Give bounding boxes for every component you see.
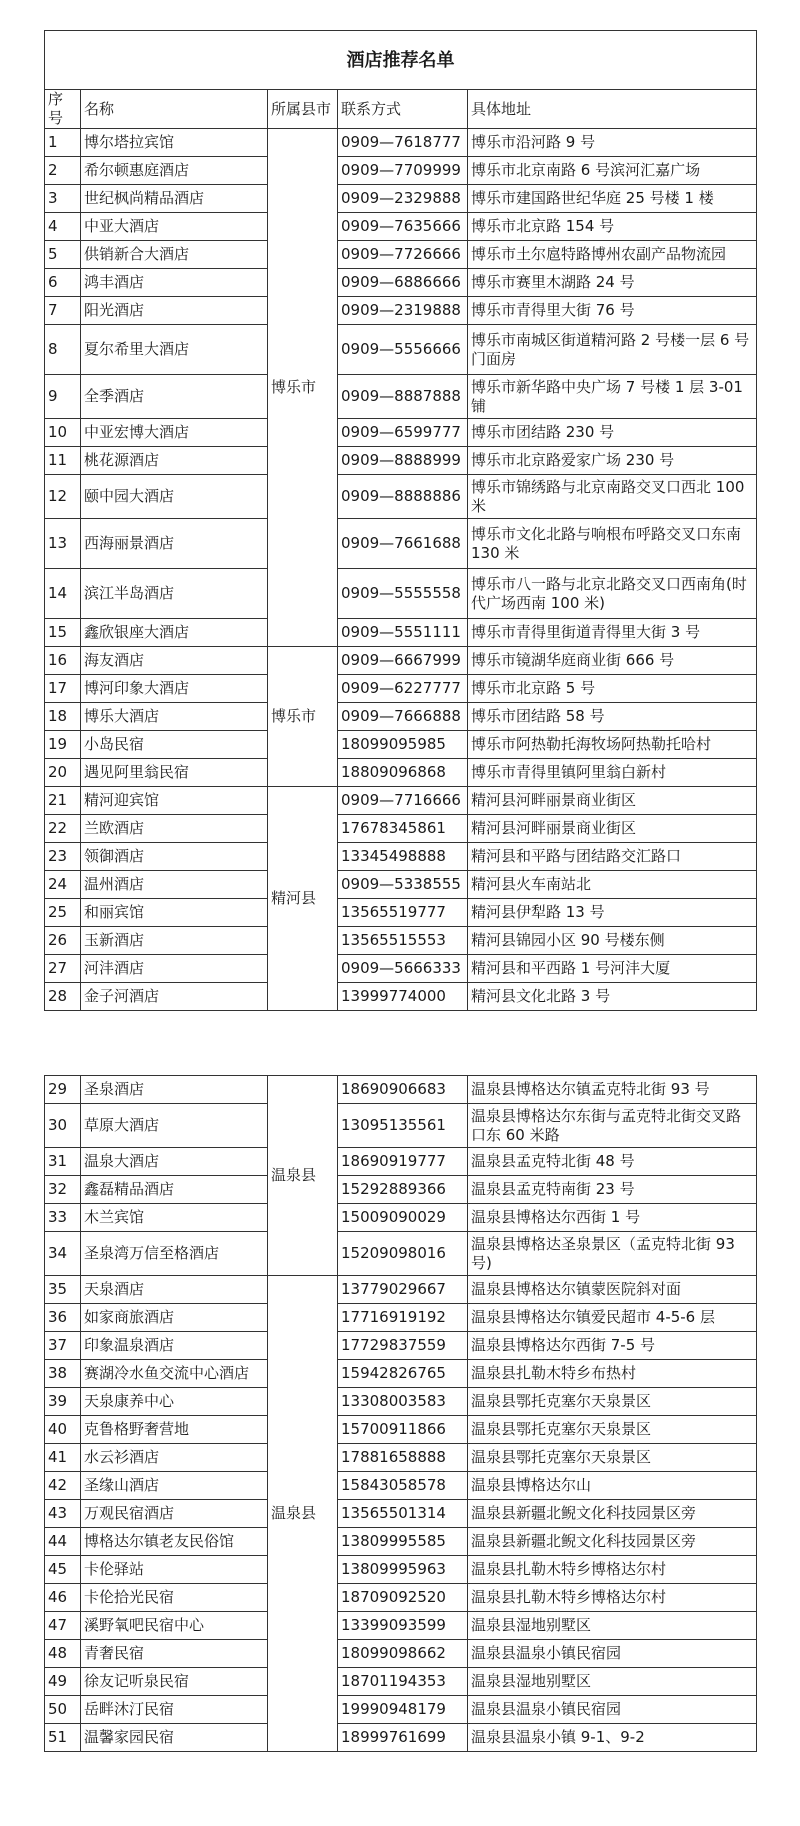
hotel-name: 玉新酒店 [81,927,268,955]
row-number: 43 [45,1500,81,1528]
hotel-name: 万观民宿酒店 [81,1500,268,1528]
phone-number: 13345498888 [338,843,468,871]
hotel-name: 赛湖冷水鱼交流中心酒店 [81,1360,268,1388]
phone-number: 18701194353 [338,1668,468,1696]
row-number: 5 [45,241,81,269]
hotel-name: 颐中园大酒店 [81,475,268,519]
phone-number: 15209098016 [338,1232,468,1276]
phone-number: 18709092520 [338,1584,468,1612]
hotel-address: 温泉县湿地别墅区 [468,1612,757,1640]
hotel-name: 博乐大酒店 [81,703,268,731]
table-row [45,375,757,419]
row-number: 47 [45,1612,81,1640]
phone-number: 17716919192 [338,1304,468,1332]
hotel-address: 温泉县孟克特南街 23 号 [468,1176,757,1204]
phone-number: 18809096868 [338,759,468,787]
hotel-address: 博乐市文化北路与响根布呼路交叉口东南 130 米 [468,519,757,569]
hotel-address: 博乐市南城区街道精河路 2 号楼一层 6 号门面房 [468,325,757,375]
hotel-address: 博乐市阿热勒托海牧场阿热勒托哈村 [468,731,757,759]
row-number: 51 [45,1724,81,1752]
phone-number: 17678345861 [338,815,468,843]
hotel-name: 印象温泉酒店 [81,1332,268,1360]
hotel-address: 精河县和平西路 1 号河沣大厦 [468,955,757,983]
hotel-address: 温泉县湿地别墅区 [468,1668,757,1696]
county-cell: 温泉县 [268,1076,338,1276]
row-number: 36 [45,1304,81,1332]
table-row [45,569,757,619]
hotel-address: 精河县文化北路 3 号 [468,983,757,1011]
table-row [45,447,757,475]
hotel-address: 博乐市赛里木湖路 24 号 [468,269,757,297]
table-row [45,475,757,519]
phone-number: 0909—6667999 [338,647,468,675]
table-row [45,1104,757,1148]
phone-number: 0909—8887888 [338,375,468,419]
hotel-address: 精河县火车南站北 [468,871,757,899]
hotel-name: 桃花源酒店 [81,447,268,475]
phone-number: 18999761699 [338,1724,468,1752]
table-row [45,1696,757,1724]
row-number: 9 [45,375,81,419]
table-row [45,1500,757,1528]
row-number: 50 [45,1696,81,1724]
hotel-name: 木兰宾馆 [81,1204,268,1232]
row-number: 34 [45,1232,81,1276]
hotel-name: 鸿丰酒店 [81,269,268,297]
phone-number: 18690919777 [338,1148,468,1176]
hotel-name: 卡伦驿站 [81,1556,268,1584]
header-no: 序号 [45,90,81,129]
table-row [45,1388,757,1416]
phone-number: 13779029667 [338,1276,468,1304]
phone-number: 0909—5338555 [338,871,468,899]
row-number: 44 [45,1528,81,1556]
hotel-name: 温馨家园民宿 [81,1724,268,1752]
hotel-name: 中亚大酒店 [81,213,268,241]
table-row [45,1416,757,1444]
row-number: 38 [45,1360,81,1388]
hotel-table-part-2 [44,1075,756,1752]
row-number: 45 [45,1556,81,1584]
hotel-name: 全季酒店 [81,375,268,419]
hotel-name: 温泉大酒店 [81,1148,268,1176]
row-number: 17 [45,675,81,703]
table-row [45,157,757,185]
phone-number: 13565519777 [338,899,468,927]
phone-number: 0909—8888999 [338,447,468,475]
row-number: 21 [45,787,81,815]
hotel-address: 温泉县新疆北鲵文化科技园景区旁 [468,1500,757,1528]
table-row [45,1076,757,1104]
hotel-name: 天泉酒店 [81,1276,268,1304]
table-row [45,519,757,569]
row-number: 37 [45,1332,81,1360]
phone-number: 15700911866 [338,1416,468,1444]
hotel-name: 圣泉湾万信至格酒店 [81,1232,268,1276]
hotel-address: 温泉县温泉小镇民宿园 [468,1696,757,1724]
hotel-name: 河沣酒店 [81,955,268,983]
row-number: 4 [45,213,81,241]
hotel-address: 博乐市团结路 58 号 [468,703,757,731]
hotel-address: 温泉县博格达尔镇孟克特北街 93 号 [468,1076,757,1104]
hotel-name: 精河迎宾馆 [81,787,268,815]
hotel-name: 徐友记听泉民宿 [81,1668,268,1696]
hotel-address: 温泉县扎勒木特乡布热村 [468,1360,757,1388]
hotel-address: 博乐市镜湖华庭商业街 666 号 [468,647,757,675]
row-number: 49 [45,1668,81,1696]
hotel-address: 博乐市青得里大街 76 号 [468,297,757,325]
hotel-address: 博乐市建国路世纪华庭 25 号楼 1 楼 [468,185,757,213]
hotel-name: 溪野氧吧民宿中心 [81,1612,268,1640]
row-number: 20 [45,759,81,787]
hotel-address: 温泉县温泉小镇民宿园 [468,1640,757,1668]
hotel-name: 阳光酒店 [81,297,268,325]
table-row [45,213,757,241]
county-cell: 精河县 [268,787,338,1011]
hotel-address: 博乐市北京路爱家广场 230 号 [468,447,757,475]
hotel-address: 温泉县博格达尔镇蒙医院斜对面 [468,1276,757,1304]
phone-number: 0909—7635666 [338,213,468,241]
phone-number: 15843058578 [338,1472,468,1500]
table-row [45,647,757,675]
hotel-name: 供销新合大酒店 [81,241,268,269]
table-row [45,731,757,759]
hotel-name: 中亚宏博大酒店 [81,419,268,447]
table-row [45,297,757,325]
hotel-address: 温泉县博格达尔东街与孟克特北街交叉路口东 60 米路 [468,1104,757,1148]
table-row [45,1204,757,1232]
table-row [45,787,757,815]
hotel-address: 温泉县鄂托克塞尔天泉景区 [468,1444,757,1472]
hotel-address: 精河县河畔丽景商业街区 [468,815,757,843]
table-row [45,899,757,927]
hotel-name: 兰欧酒店 [81,815,268,843]
row-number: 30 [45,1104,81,1148]
table-row [45,955,757,983]
hotel-address: 温泉县温泉小镇 9-1、9-2 [468,1724,757,1752]
table-row [45,1724,757,1752]
phone-number: 0909—8888886 [338,475,468,519]
phone-number: 0909—7661688 [338,519,468,569]
hotel-address: 精河县伊犁路 13 号 [468,899,757,927]
hotel-name: 夏尔希里大酒店 [81,325,268,375]
row-number: 8 [45,325,81,375]
row-number: 26 [45,927,81,955]
hotel-name: 金子河酒店 [81,983,268,1011]
county-cell: 博乐市 [268,129,338,647]
table-row [45,1304,757,1332]
table-header-row [45,90,757,129]
phone-number: 13399093599 [338,1612,468,1640]
table-row [45,1584,757,1612]
row-number: 46 [45,1584,81,1612]
hotel-address: 温泉县新疆北鲵文化科技园景区旁 [468,1528,757,1556]
table-row [45,1444,757,1472]
table-row [45,269,757,297]
hotel-name: 滨江半岛酒店 [81,569,268,619]
hotel-name: 博河印象大酒店 [81,675,268,703]
phone-number: 19990948179 [338,1696,468,1724]
header-address: 具体地址 [468,90,757,129]
table-row [45,1148,757,1176]
table-row [45,129,757,157]
table-row [45,325,757,375]
phone-number: 13565501314 [338,1500,468,1528]
hotel-name: 圣泉酒店 [81,1076,268,1104]
phone-number: 0909—7716666 [338,787,468,815]
row-number: 22 [45,815,81,843]
row-number: 2 [45,157,81,185]
hotel-name: 如家商旅酒店 [81,1304,268,1332]
hotel-address: 温泉县博格达尔山 [468,1472,757,1500]
table-row [45,1528,757,1556]
hotel-address: 博乐市新华路中央广场 7 号楼 1 层 3-01 铺 [468,375,757,419]
table-row [45,1472,757,1500]
row-number: 19 [45,731,81,759]
row-number: 39 [45,1388,81,1416]
phone-number: 18690906683 [338,1076,468,1104]
row-number: 23 [45,843,81,871]
phone-number: 0909—5556666 [338,325,468,375]
table-title: 酒店推荐名单 [45,31,757,90]
hotel-address: 温泉县扎勒木特乡博格达尔村 [468,1584,757,1612]
hotel-name: 青奢民宿 [81,1640,268,1668]
phone-number: 0909—2319888 [338,297,468,325]
table-row [45,1176,757,1204]
hotel-address: 博乐市八一路与北京北路交叉口西南角(时代广场西南 100 米) [468,569,757,619]
hotel-name: 圣缘山酒店 [81,1472,268,1500]
hotel-address: 精河县锦园小区 90 号楼东侧 [468,927,757,955]
table-row [45,1612,757,1640]
row-number: 6 [45,269,81,297]
phone-number: 15942826765 [338,1360,468,1388]
hotel-address: 博乐市锦绣路与北京南路交叉口西北 100 米 [468,475,757,519]
hotel-address: 博乐市青得里街道青得里大街 3 号 [468,619,757,647]
hotel-address: 温泉县博格达圣泉景区（孟克特北街 93 号) [468,1232,757,1276]
row-number: 1 [45,129,81,157]
hotel-table-part-1 [44,30,756,1011]
table-row [45,843,757,871]
hotel-name: 温州酒店 [81,871,268,899]
hotel-address: 精河县河畔丽景商业街区 [468,787,757,815]
row-number: 12 [45,475,81,519]
hotel-address: 博乐市北京南路 6 号滨河汇嘉广场 [468,157,757,185]
table-row [45,703,757,731]
hotel-address: 温泉县鄂托克塞尔天泉景区 [468,1416,757,1444]
hotel-address: 温泉县博格达尔西街 7-5 号 [468,1332,757,1360]
hotel-address: 博乐市团结路 230 号 [468,419,757,447]
county-cell: 温泉县 [268,1276,338,1752]
row-number: 42 [45,1472,81,1500]
table-row [45,1556,757,1584]
phone-number: 13809995585 [338,1528,468,1556]
row-number: 33 [45,1204,81,1232]
row-number: 15 [45,619,81,647]
header-name: 名称 [81,90,268,129]
county-cell: 博乐市 [268,647,338,787]
phone-number: 13809995963 [338,1556,468,1584]
row-number: 40 [45,1416,81,1444]
phone-number: 0909—5555558 [338,569,468,619]
hotel-address: 温泉县博格达尔镇爱民超市 4-5-6 层 [468,1304,757,1332]
phone-number: 15009090029 [338,1204,468,1232]
hotel-address: 博乐市沿河路 9 号 [468,129,757,157]
row-number: 3 [45,185,81,213]
table-row [45,983,757,1011]
row-number: 18 [45,703,81,731]
hotel-name: 水云衫酒店 [81,1444,268,1472]
phone-number: 17881658888 [338,1444,468,1472]
table-row [45,419,757,447]
hotel-name: 领御酒店 [81,843,268,871]
phone-number: 0909—7666888 [338,703,468,731]
table-row [45,1640,757,1668]
hotel-address: 温泉县扎勒木特乡博格达尔村 [468,1556,757,1584]
row-number: 32 [45,1176,81,1204]
row-number: 13 [45,519,81,569]
phone-number: 0909—6886666 [338,269,468,297]
phone-number: 0909—7726666 [338,241,468,269]
phone-number: 17729837559 [338,1332,468,1360]
table-row [45,927,757,955]
hotel-name: 博尔塔拉宾馆 [81,129,268,157]
table-row [45,759,757,787]
hotel-name: 世纪枫尚精品酒店 [81,185,268,213]
hotel-address: 博乐市青得里镇阿里翁白新村 [468,759,757,787]
row-number: 10 [45,419,81,447]
hotel-name: 海友酒店 [81,647,268,675]
phone-number: 0909—5666333 [338,955,468,983]
hotel-name: 小岛民宿 [81,731,268,759]
hotel-address: 温泉县博格达尔西街 1 号 [468,1204,757,1232]
phone-number: 13999774000 [338,983,468,1011]
table-row [45,1360,757,1388]
row-number: 35 [45,1276,81,1304]
hotel-name: 鑫磊精品酒店 [81,1176,268,1204]
phone-number: 13095135561 [338,1104,468,1148]
phone-number: 0909—7709999 [338,157,468,185]
table-row [45,619,757,647]
table-row [45,815,757,843]
hotel-address: 温泉县鄂托克塞尔天泉景区 [468,1388,757,1416]
header-phone: 联系方式 [338,90,468,129]
hotel-name: 卡伦拾光民宿 [81,1584,268,1612]
row-number: 16 [45,647,81,675]
hotel-name: 克鲁格野奢营地 [81,1416,268,1444]
table-row [45,675,757,703]
row-number: 7 [45,297,81,325]
phone-number: 13565515553 [338,927,468,955]
hotel-address: 博乐市土尔扈特路博州农副产品物流园 [468,241,757,269]
hotel-name: 西海丽景酒店 [81,519,268,569]
header-county: 所属县市 [268,90,338,129]
row-number: 14 [45,569,81,619]
row-number: 24 [45,871,81,899]
phone-number: 15292889366 [338,1176,468,1204]
row-number: 25 [45,899,81,927]
hotel-name: 天泉康养中心 [81,1388,268,1416]
phone-number: 0909—5551111 [338,619,468,647]
phone-number: 0909—7618777 [338,129,468,157]
row-number: 29 [45,1076,81,1104]
hotel-address: 博乐市北京路 5 号 [468,675,757,703]
phone-number: 18099098662 [338,1640,468,1668]
table-row [45,1668,757,1696]
table-row [45,1232,757,1276]
row-number: 31 [45,1148,81,1176]
hotel-name: 希尔顿惠庭酒店 [81,157,268,185]
phone-number: 13308003583 [338,1388,468,1416]
hotel-name: 遇见阿里翁民宿 [81,759,268,787]
row-number: 11 [45,447,81,475]
phone-number: 0909—6599777 [338,419,468,447]
hotel-name: 鑫欣银座大酒店 [81,619,268,647]
hotel-name: 博格达尔镇老友民俗馆 [81,1528,268,1556]
table-row [45,1332,757,1360]
row-number: 48 [45,1640,81,1668]
hotel-name: 和丽宾馆 [81,899,268,927]
table-row [45,871,757,899]
row-number: 27 [45,955,81,983]
table-row [45,241,757,269]
hotel-name: 草原大酒店 [81,1104,268,1148]
phone-number: 0909—2329888 [338,185,468,213]
hotel-address: 博乐市北京路 154 号 [468,213,757,241]
hotel-address: 精河县和平路与团结路交汇路口 [468,843,757,871]
hotel-address: 温泉县孟克特北街 48 号 [468,1148,757,1176]
table-row [45,185,757,213]
phone-number: 0909—6227777 [338,675,468,703]
phone-number: 18099095985 [338,731,468,759]
row-number: 41 [45,1444,81,1472]
row-number: 28 [45,983,81,1011]
hotel-name: 岳畔沐汀民宿 [81,1696,268,1724]
table-row [45,1276,757,1304]
